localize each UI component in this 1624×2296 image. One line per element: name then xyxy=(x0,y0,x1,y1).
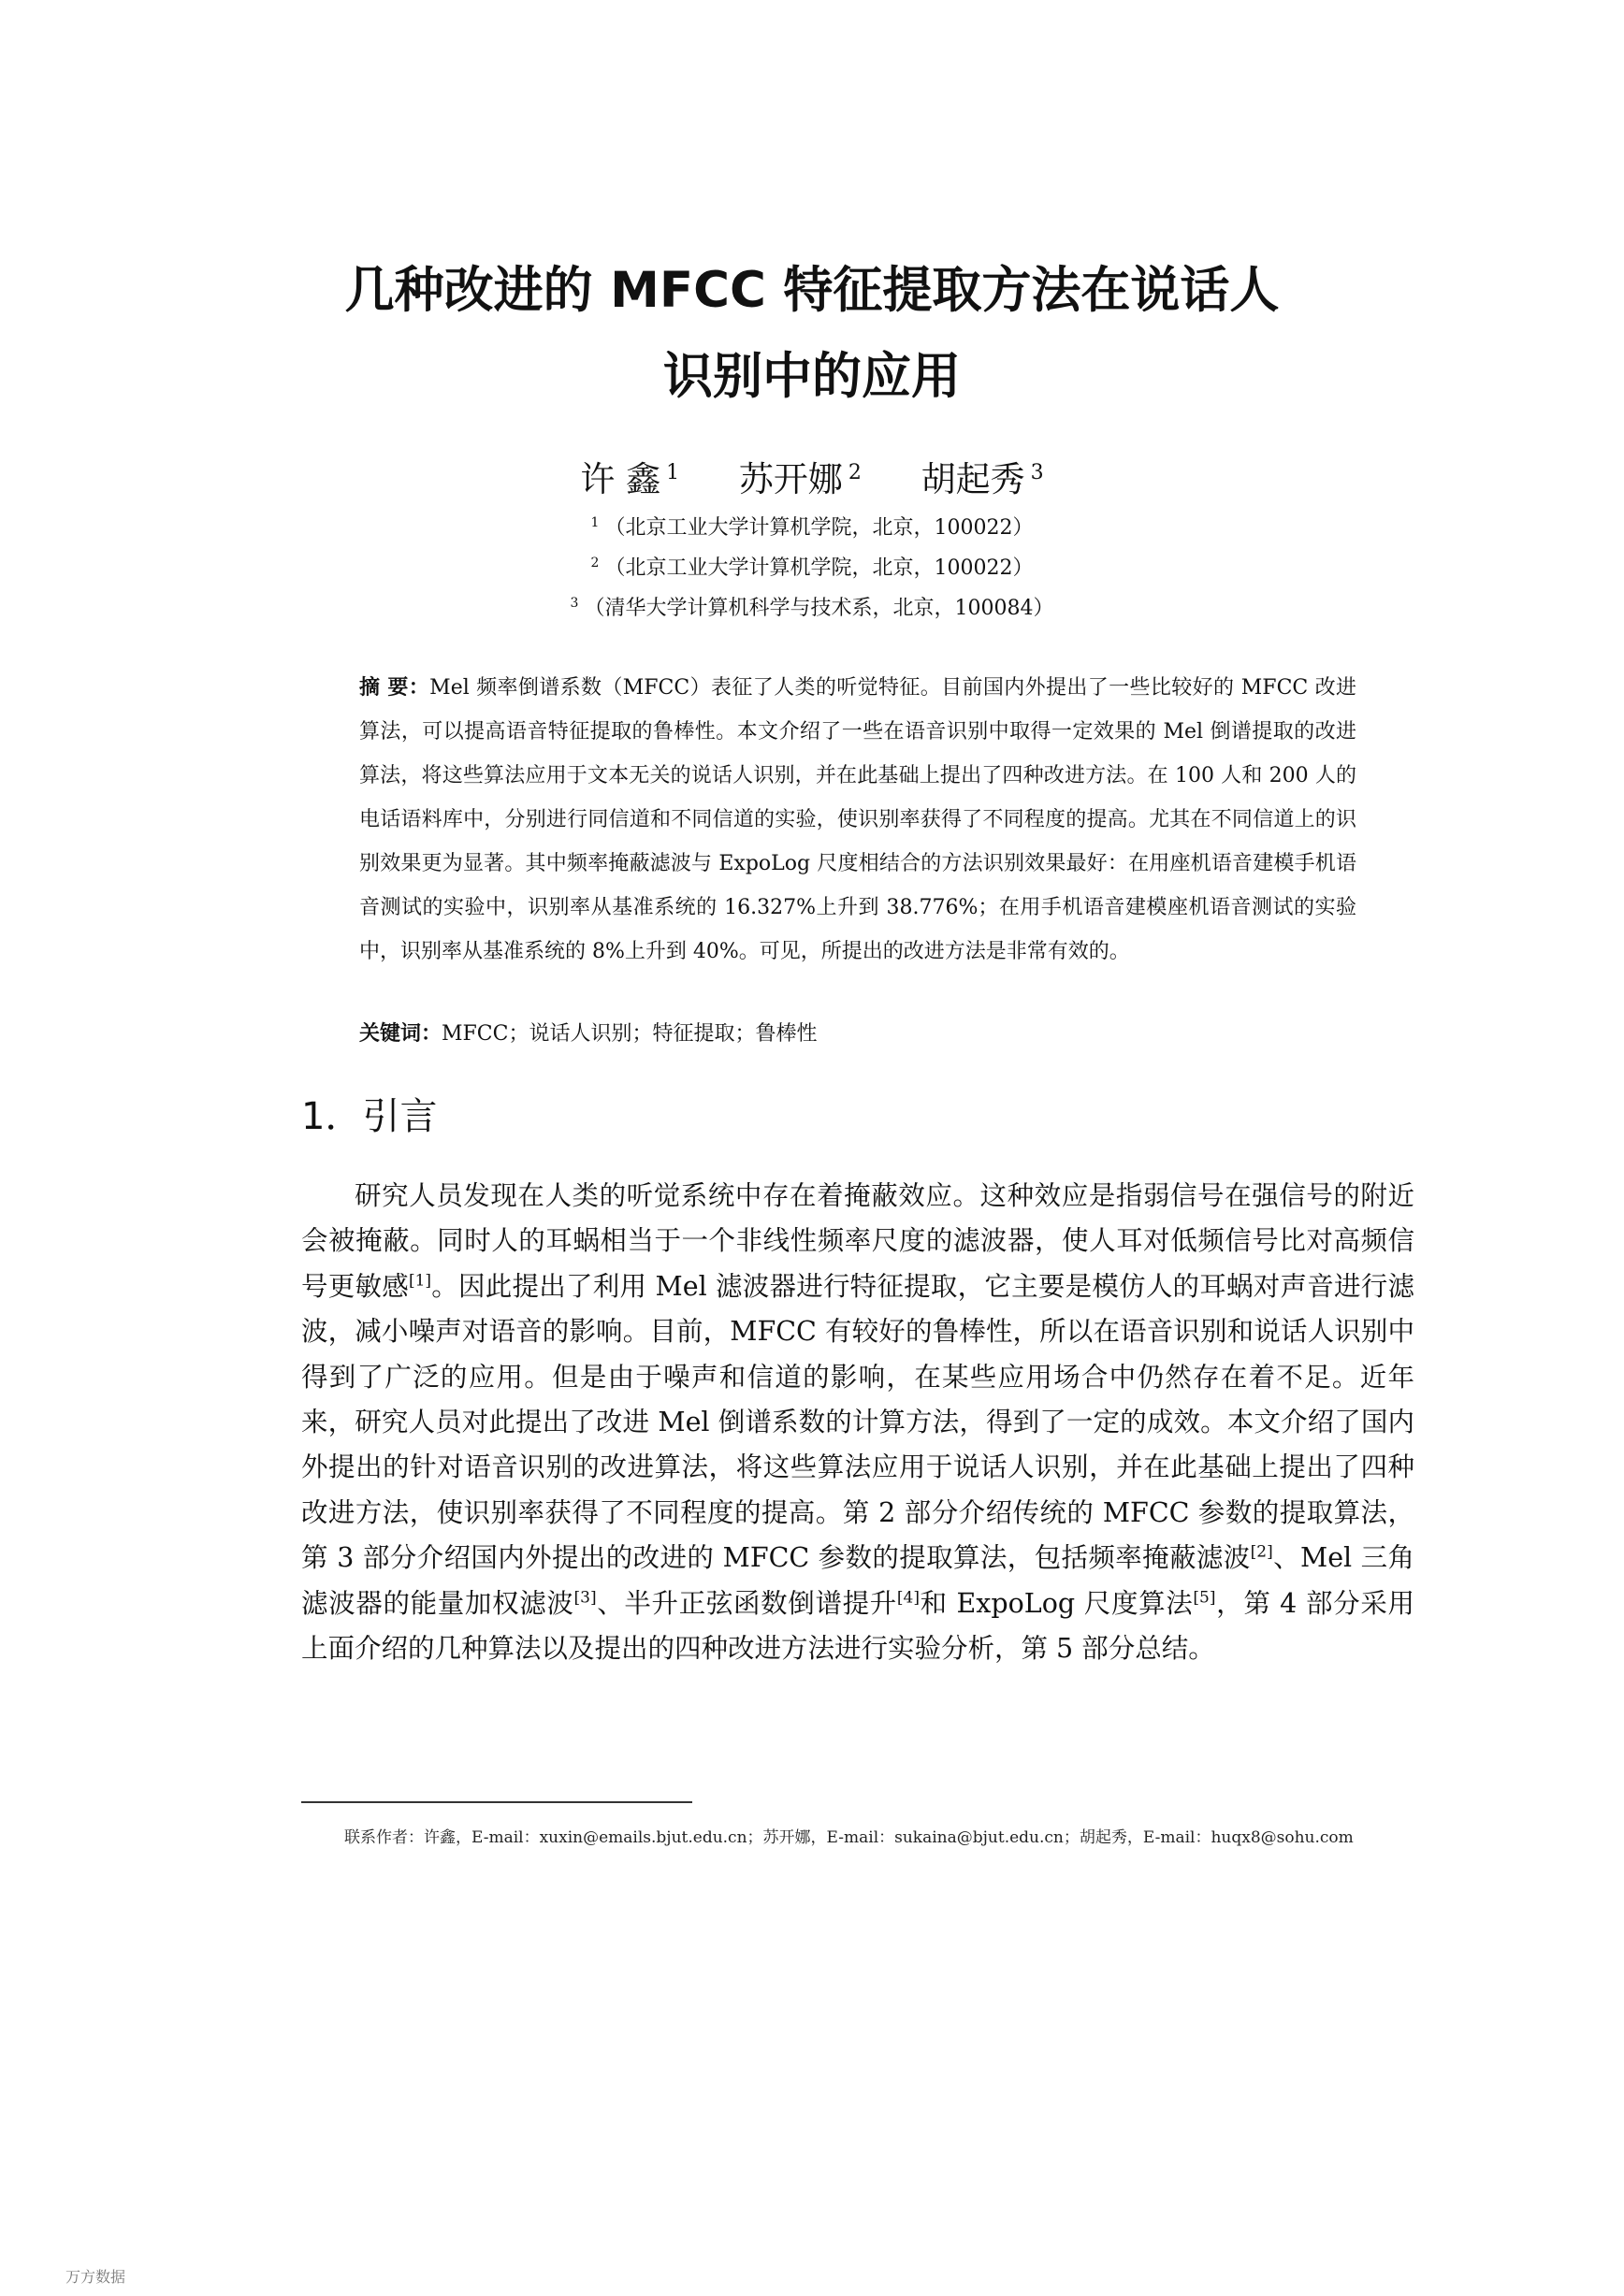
author-1-sup: 1 xyxy=(666,460,680,484)
author-3-sup: 3 xyxy=(1030,460,1044,484)
author-2 xyxy=(739,459,862,499)
affiliation-3 xyxy=(0,592,1624,621)
paper-title-line-1: 几种改进的 MFCC 特征提取方法在说话人 xyxy=(344,262,1280,319)
section-heading-introduction: 1．引言 xyxy=(301,1095,438,1138)
author-list xyxy=(0,451,1624,501)
intro-text-3: 、Mel 三角滤波器的能量加权滤波 xyxy=(301,1542,1414,1619)
author-1-name: 许 鑫 xyxy=(580,459,661,499)
database-watermark: 万方数据 xyxy=(65,2268,126,2286)
abstract-label: 摘 要： xyxy=(359,676,430,700)
affiliation-2-text: （北京工业大学计算机学院，北京，100022） xyxy=(604,556,1034,580)
author-2-sup: 2 xyxy=(848,460,862,484)
affiliation-1-text: （北京工业大学计算机学院，北京，100022） xyxy=(604,516,1034,540)
citation-4: [4] xyxy=(896,1588,920,1608)
affiliation-3-sup: 3 xyxy=(570,595,579,611)
author-3 xyxy=(921,459,1044,499)
author-1 xyxy=(580,459,679,499)
affiliation-2-sup: 2 xyxy=(590,555,600,570)
keywords-label: 关键词： xyxy=(359,1022,442,1046)
contact-footnote: 联系作者：许鑫，E-mail：xuxin@emails.bjut.edu.cn；苏开娜，E-mail：sukaina@bjut.edu.cn；胡起秀，E-mail：huqx8@sohu.com xyxy=(344,1828,1354,1847)
citation-2: [2] xyxy=(1250,1542,1273,1562)
keywords-text: MFCC；说话人识别；特征提取；鲁棒性 xyxy=(442,1022,818,1046)
footnote-divider xyxy=(301,1801,692,1803)
keywords xyxy=(359,1017,1356,1052)
introduction-paragraph xyxy=(301,1174,1414,1671)
citation-5: [5] xyxy=(1193,1588,1216,1608)
paper-title-line-2: 识别中的应用 xyxy=(663,348,961,405)
citation-3: [3] xyxy=(573,1588,597,1608)
abstract xyxy=(359,666,1356,974)
author-2-name: 苏开娜 xyxy=(738,459,843,499)
intro-text-6: ，第 4 部分采用上面介绍的几种算法以及提出的四种改进方法进行实验分析，第 5 部分总结。 xyxy=(301,1587,1414,1665)
affiliation-1-sup: 1 xyxy=(590,514,600,530)
abstract-text: Mel 频率倒谱系数（MFCC）表征了人类的听觉特征。目前国内外提出了一些比较好的 MFCC 改进算法，可以提高语音特征提取的鲁棒性。本文介绍了一些在语音识别中取得一定效果的 Mel 倒谱提取的改进算法，将这些算法应用于文本无关的说话人识别，并在此基础上提出了四种改进方法。在 100 人和 200 人的电话语料库中，分别进行同信道和不同信道的实验，使识别率获得了不同程度的提高。尤其在不同信道上的识别效果更为显著。其中频率掩蔽滤波与 ExpoLog 尺度相结合的方法识别效果最好：在用座机语音建模手机语音测试的实验中，识别率从基准系统的 16.327%上升到 38.776%；在用手机语音建模座机语音测试的实验中，识别率从基准系统的 8%上升到 40%。可见，所提出的改进方法是非常有效的。 xyxy=(359,676,1356,963)
intro-text-5: 和 ExpoLog 尺度算法 xyxy=(919,1587,1194,1619)
affiliation-2 xyxy=(0,552,1624,581)
intro-text-4: 、半升正弦函数倒谱提升 xyxy=(596,1587,897,1619)
affiliation-1 xyxy=(0,512,1624,541)
affiliation-3-text: （清华大学计算机科学与技术系，北京，100084） xyxy=(584,597,1054,620)
intro-text-2: 。因此提出了利用 Mel 滤波器进行特征提取，它主要是模仿人的耳蜗对声音进行滤波，减小噪声对语音的影响。目前，MFCC 有较好的鲁棒性，所以在语音识别和说话人识别中得到了广泛的应用。但是由于噪声和信道的影响，在某些应用场合中仍然存在着不足。近年来，研究人员对此提出了改进 Mel 倒谱系数的计算方法，得到了一定的成效。本文介绍了国内外提出的针对语音识别的改进算法，将这些算法应用于说话人识别，并在此基础上提出了四种改进方法，使识别率获得了不同程度的提高。第 2 部分介绍传统的 MFCC 参数的提取算法，第 3 部分介绍国内外提出的改进的 MFCC 参数的提取算法，包括频率掩蔽滤波 xyxy=(301,1270,1414,1574)
intro-text-1: 研究人员发现在人类的听觉系统中存在着掩蔽效应。这种效应是指弱信号在强信号的附近会被掩蔽。同时人的耳蜗相当于一个非线性频率尺度的滤波器，使人耳对低频信号比对高频信号更敏感 xyxy=(301,1180,1414,1302)
citation-1: [1] xyxy=(408,1271,432,1291)
author-3-name: 胡起秀 xyxy=(921,459,1025,499)
